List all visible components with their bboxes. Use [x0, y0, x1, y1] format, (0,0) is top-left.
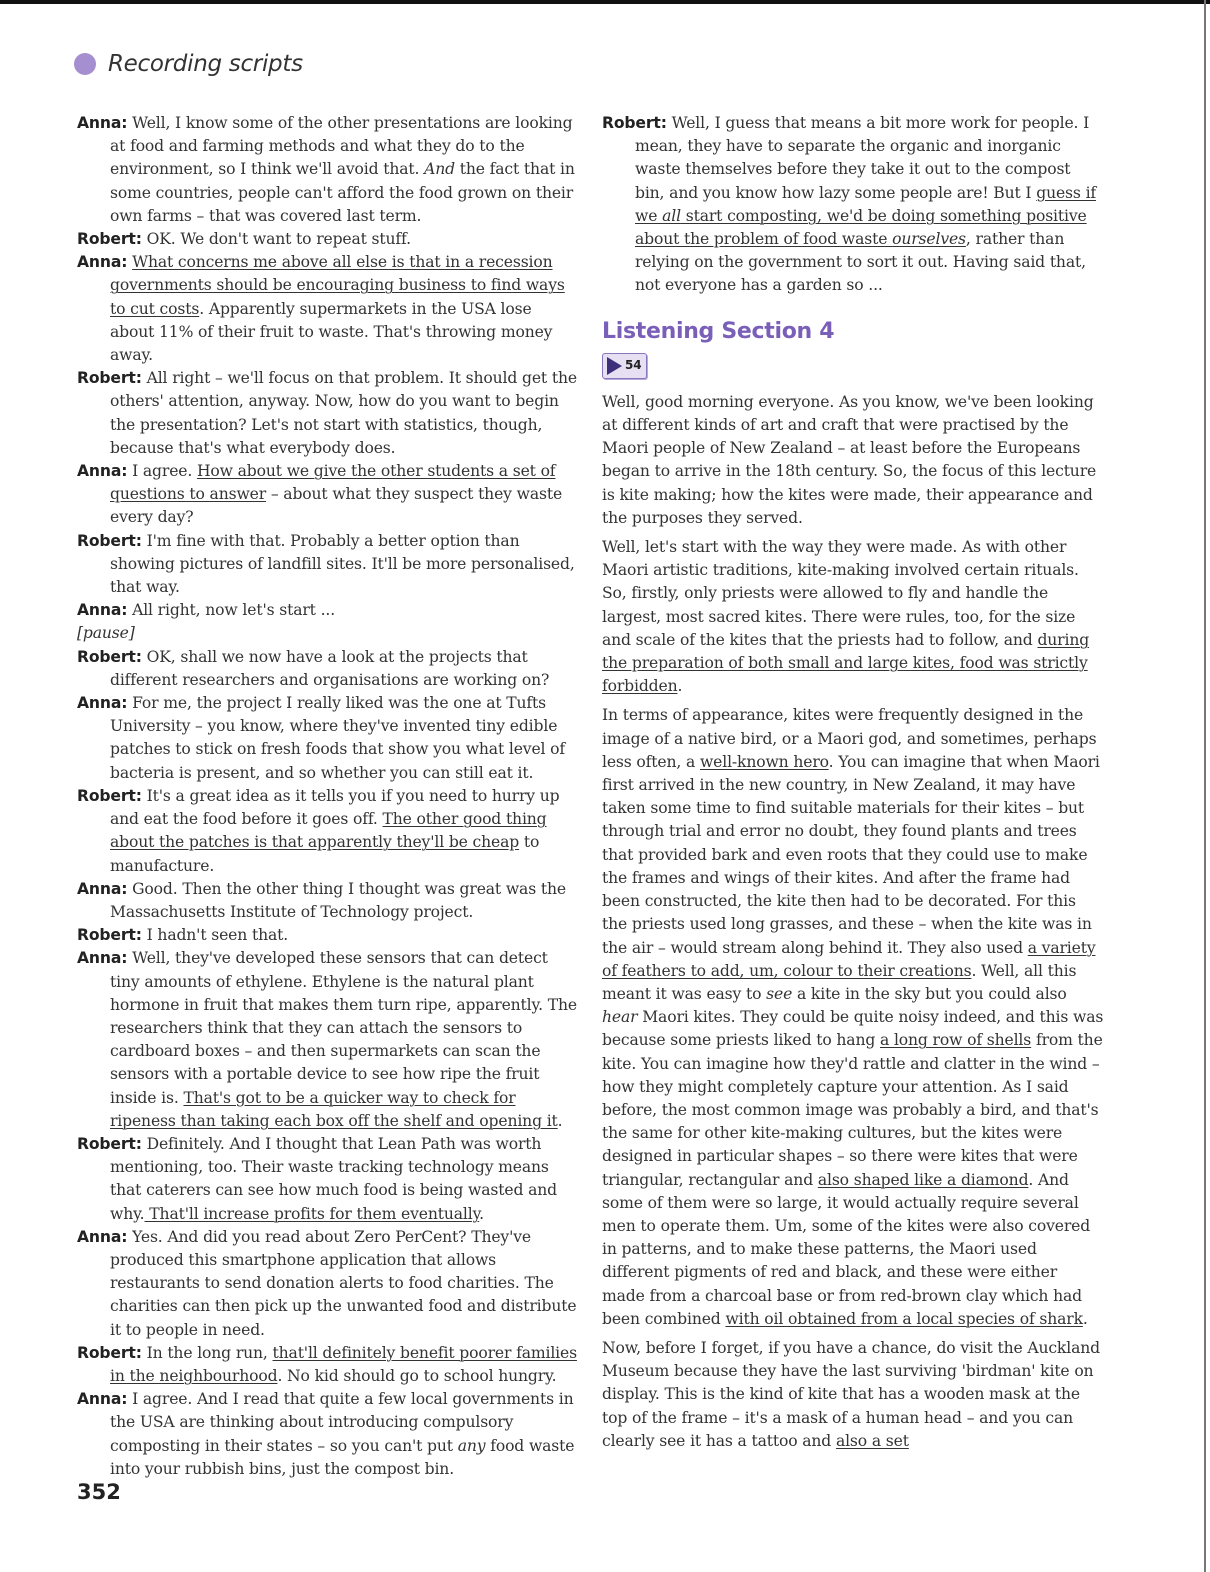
dialogue-text: In the long run,	[141, 1343, 273, 1362]
lecture-paragraph	[602, 1337, 1104, 1453]
lecture-text: .	[677, 677, 683, 696]
underlined-answer: a variety of feathers to add, um, colour to their creations	[602, 938, 1096, 980]
speaker-name: Anna:	[77, 253, 128, 272]
dialogue-text: . Apparently supermarkets in the USA lose about 11% of their fruit to waste. That's throwing money away.	[110, 299, 553, 365]
lecture-text: .	[1082, 1309, 1088, 1328]
dialogue-line	[77, 228, 579, 251]
speaker-name: Robert:	[77, 786, 142, 805]
speaker-name: Robert:	[77, 369, 142, 388]
dialogue-text: All right, now let's start ...	[127, 601, 336, 620]
lecture-text: Well, let's start with the way they were made. As with other Maori artistic traditions, kite-making involved certain rituals. So, firstly, only priests were allowed to fly and handle the largest, most sacred kites. There were rules, too, for the size and scale of the kites that the priests had to follow, and	[602, 538, 1079, 649]
dialogue-line	[77, 530, 579, 600]
lecture-text: Maori kites. They could be quite noisy indeed, and this was because some priests liked to hang	[602, 1008, 1104, 1050]
dialogue-line	[77, 1133, 579, 1226]
speaker-name: Robert:	[77, 531, 142, 550]
dialogue-text: to manufacture.	[110, 833, 540, 875]
dialogue-line	[77, 1388, 579, 1481]
dialogue-text: – about what they suspect they waste every day?	[110, 485, 563, 527]
section-heading: Listening Section 4	[602, 318, 835, 344]
dialogue-text: I hadn't seen that.	[141, 926, 289, 945]
dialogue-line	[77, 646, 579, 692]
page-edge	[1204, 0, 1206, 1572]
speaker-name: Anna:	[77, 1227, 128, 1246]
dialogue-line	[602, 112, 1104, 298]
underlined-answer: The other good thing about the patches is that apparently they'll be cheap	[110, 810, 547, 852]
speaker-name: Robert:	[77, 1343, 142, 1362]
dialogue-text: It's a great idea as it tells you if you need to hurry up and eat the food before it goes off.	[110, 786, 560, 829]
dialogue-text: the fact that in some countries, people can't afford the food grown on their own farms – that was covered last term.	[110, 160, 575, 225]
dialogue-text: OK. We don't want to repeat stuff.	[141, 230, 411, 249]
dialogue-line	[77, 785, 579, 878]
lecture-text: In terms of appearance, kites were frequently designed in the image of a native bird, or a Maori god, and sometimes, perhaps less often, a	[602, 706, 1097, 771]
dialogue-line	[77, 947, 579, 1133]
underlined-answer: That's got to be a quicker way to check for ripeness than taking each box off the shelf and opening it	[110, 1088, 558, 1130]
pause-marker: [pause]	[77, 624, 135, 643]
dialogue-text: . No kid should go to school hungry.	[277, 1366, 557, 1385]
dialogue-text: .	[557, 1111, 563, 1130]
dialogue-text: Well, I know some of the other presentations are looking at food and farming methods and what they do to the environment, so I think we'll avoid that.	[110, 114, 573, 179]
underlined-answer: also shaped like a diamond	[817, 1170, 1029, 1189]
underlined-answer: What concerns me above all else is that in a recession governments should be encouraging business to find ways to cut costs	[110, 253, 565, 318]
underlined-answer: well-known hero	[699, 752, 829, 771]
dialogue-text: Definitely. And I thought that Lean Path was worth mentioning, too. Their waste tracking technology means that caterers can see how much food is being wasted and why.	[110, 1134, 557, 1223]
dialogue-text: I'm fine with that. Probably a better option than showing pictures of landfill sites. It'll be more personalised, that way.	[110, 531, 575, 597]
speaker-name: Robert:	[77, 1134, 142, 1153]
speaker-name: Anna:	[77, 879, 128, 898]
underlined-answer: a long row of shells	[880, 1031, 1032, 1050]
underlined-answer: How about we give the other students a set of questions to answer	[110, 462, 556, 504]
speaker-name: Robert:	[77, 647, 142, 666]
dialogue-text: For me, the project I really liked was the one at Tufts University – you know, where they've invented tiny edible patches to stick on fresh foods that show you what level of bacteria is present, and so whether you can still eat it.	[110, 694, 566, 782]
speaker-name: Robert:	[602, 114, 667, 132]
dialogue-line	[77, 251, 579, 367]
dialogue-line	[77, 460, 579, 530]
track-number: 54	[625, 358, 642, 373]
dialogue-line	[77, 692, 579, 785]
underlined-answer: also a set	[835, 1431, 909, 1450]
lecture-text: Now, before I forget, if you have a chance, do visit the Auckland Museum because they have the last surviving 'birdman' kite on display. This is the kind of kite that has a wooden mask at the top of the frame – it's a mask of a human head – and you can clearly see it has a tattoo and	[602, 1338, 1100, 1450]
underlined-text: guess if we	[635, 183, 1097, 225]
emphasis-text: And	[424, 160, 455, 179]
header-title: Recording scripts	[108, 51, 303, 77]
bullet-dot-icon	[74, 53, 96, 75]
lecture-paragraph	[602, 536, 1104, 698]
dialogue-line	[77, 599, 579, 622]
page-header	[74, 48, 303, 80]
speaker-name: Anna:	[77, 694, 128, 713]
top-rule	[0, 0, 1210, 4]
speaker-name: Robert:	[77, 926, 142, 945]
speaker-name: Robert:	[77, 230, 142, 249]
emphasis-text: any	[457, 1436, 486, 1455]
left-column	[77, 112, 579, 1481]
dialogue-line	[77, 924, 579, 947]
lecture-paragraph: Well, good morning everyone. As you know, we've been looking at different kinds of art and craft that were practised by the Maori people of New Zealand – at least before the Europeans began to arrive in the 18th century. So, the focus of this lecture is kite making; how the kites were made, their appearance and the purposes they served.	[602, 392, 1097, 527]
dialogue-line	[77, 1342, 579, 1388]
emphasis-text: see	[766, 984, 793, 1003]
play-icon	[607, 357, 622, 375]
emphasis-text: ourselves	[892, 230, 966, 249]
lecture-text: a kite in the sky but you could also	[792, 984, 1067, 1003]
speaker-name: Anna:	[77, 114, 128, 132]
lecture-text: . Well, all this meant it was easy to	[602, 961, 1077, 1003]
speaker-name: Anna:	[77, 949, 128, 968]
dialogue-line	[77, 112, 579, 228]
dialogue-text: Yes. And did you read about Zero PerCent? They've produced this smartphone application that allows restaurants to send donation alerts to food charities. The charities can then pick up the unwanted food and distribute it to people in need.	[110, 1227, 577, 1339]
dialogue-text: , rather than relying on the government to sort it out. Having said that, not everyone has a garden so ...	[635, 230, 1086, 295]
right-column	[602, 112, 1104, 1459]
emphasis-text: hear	[602, 1008, 638, 1027]
dialogue-text: OK, shall we now have a look at the projects that different researchers and organisations are working on?	[110, 647, 550, 689]
dialogue-text: .	[479, 1204, 484, 1223]
dialogue-text: I agree. And I read that quite a few local governments in the USA are thinking about introducing compulsory composting in their states – so you can't put	[110, 1390, 574, 1455]
lecture-paragraph	[602, 704, 1104, 1330]
dialogue-text: Well, I guess that means a bit more work for people. I mean, they have to separate the organic and inorganic waste themselves before they take it out to the compost bin, and you know how lazy some people are! But I	[635, 114, 1090, 202]
emphasis-text: all	[662, 206, 681, 225]
dialogue-text: Well, they've developed these sensors that can detect tiny amounts of ethylene. Ethylene is the natural plant hormone in fruit that makes them turn ripe, apparently. The researchers think that they can attach the sensors to cardboard boxes – and then supermarkets can scan the sensors with a portable device to see how ripe the fruit inside is.	[110, 949, 577, 1107]
underlined-answer: with oil obtained from a local species of shark	[725, 1309, 1083, 1328]
underlined-answer: during the preparation of both small and large kites, food was strictly forbidden	[602, 630, 1090, 696]
lecture-text: . And some of them were so large, it would actually require several men to operate them. Um, some of the kites were also covered in patterns, and to make these patterns, the Maori used different pigments of red and black, and these were either made from a charcoal base or from red-brown clay which had been combined	[602, 1170, 1091, 1328]
speaker-name: Anna:	[77, 462, 128, 481]
dialogue-text: I agree.	[127, 462, 197, 481]
dialogue-line	[77, 1226, 579, 1342]
underlined-answer: That'll increase profits for them eventually	[144, 1204, 480, 1223]
underlined-answer: that'll definitely benefit poorer families in the neighbourhood	[110, 1343, 577, 1385]
dialogue-line	[77, 878, 579, 924]
dialogue-text: All right – we'll focus on that problem. It should get the others' attention, anyway. Now, how do you want to begin the presentation? Let's not start with statistics, though, because that's what everybody does.	[110, 369, 577, 457]
dialogue-text: food waste into your rubbish bins, just the compost bin.	[110, 1436, 575, 1478]
underlined-text: start composting, we'd be doing something positive about the problem of food waste	[635, 206, 1087, 249]
lecture-text: . You can imagine that when Maori first arrived in the new country, in New Zealand, it may have taken some time to find suitable materials for their kites – but through trial and error no doubt, they found plants and trees that provided bark and even roots that they could use to make the frames and wings of their kites. And after the frame had been constructed, the kite then had to be decorated. For this the priests used long grasses, and these – when the kite was in the air – would stream along behind it. They also used	[602, 752, 1100, 957]
speaker-name: Anna:	[77, 601, 128, 620]
page-number: 352	[77, 1480, 121, 1504]
speaker-name: Anna:	[77, 1390, 128, 1409]
audio-track-badge	[602, 353, 647, 379]
dialogue-text: Good. Then the other thing I thought was great was the Massachusetts Institute of Technology project.	[110, 879, 566, 921]
dialogue-line	[77, 367, 579, 460]
lecture-text: from the kite. You can imagine how they'd rattle and clatter in the wind – how they might completely capture your attention. As I said before, the most common image was probably a bird, and that's the same for other kite-making cultures, but the kites were designed in particular shapes – so there were kites that were triangular, rectangular and	[602, 1031, 1103, 1189]
